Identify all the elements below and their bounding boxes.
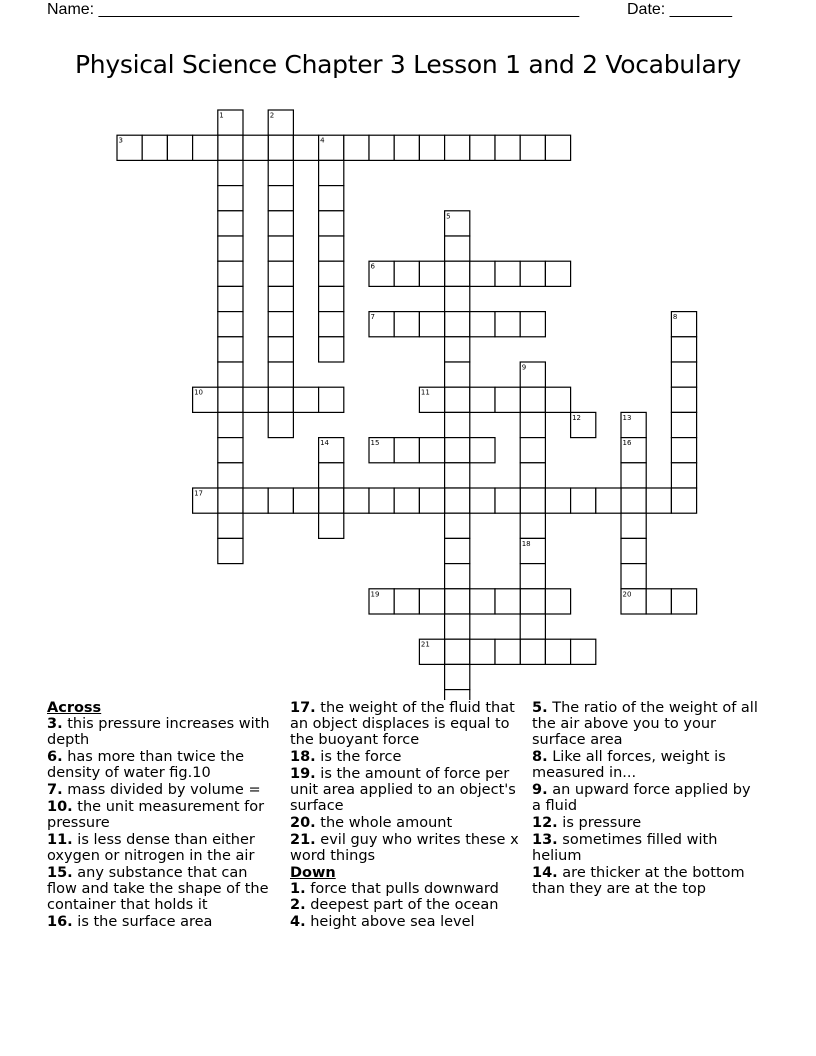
grid-cell[interactable]	[470, 312, 495, 337]
grid-cell[interactable]	[293, 488, 318, 513]
grid-cell[interactable]	[545, 589, 570, 614]
grid-cell[interactable]	[520, 135, 545, 160]
grid-cell[interactable]	[419, 261, 444, 286]
clue-text: an upward force applied by a fluid	[532, 782, 751, 815]
clue-across-17	[290, 700, 522, 749]
grid-cell-number: 21	[420, 640, 430, 649]
clue-across-19	[290, 766, 522, 815]
grid-cell[interactable]	[268, 236, 293, 261]
clue-number: 10.	[47, 798, 73, 815]
grid-cell[interactable]	[369, 488, 394, 513]
grid-cell[interactable]	[243, 488, 268, 513]
grid-cell[interactable]	[319, 488, 344, 513]
grid-cell[interactable]	[218, 236, 243, 261]
grid-cell[interactable]	[470, 135, 495, 160]
grid-cell[interactable]	[470, 488, 495, 513]
grid-cell[interactable]	[218, 488, 243, 513]
down-heading: Down	[290, 864, 336, 881]
clues-column-3	[532, 700, 764, 897]
clue-number: 9.	[532, 782, 548, 799]
clue-down-4	[290, 914, 522, 930]
clue-down-13	[532, 832, 764, 864]
grid-cell[interactable]	[520, 261, 545, 286]
grid-cell[interactable]	[218, 362, 243, 387]
grid-cell[interactable]	[319, 286, 344, 311]
grid-cell[interactable]	[470, 438, 495, 463]
grid-cell[interactable]	[646, 488, 671, 513]
grid-cell-number: 9	[521, 363, 527, 372]
grid-cell-number: 15	[370, 439, 380, 448]
grid-cell-number: 11	[420, 388, 430, 397]
clue-text: mass divided by volume =	[67, 782, 261, 799]
grid-cell[interactable]	[445, 463, 470, 488]
clue-number: 17.	[290, 700, 316, 716]
grid-cell-number: 17	[194, 489, 204, 498]
grid-cell-number: 16	[622, 439, 632, 448]
clue-number: 5.	[532, 700, 548, 716]
grid-cell[interactable]	[319, 186, 344, 211]
grid-cell[interactable]	[520, 614, 545, 639]
grid-cell[interactable]	[319, 261, 344, 286]
clue-text: height above sea level	[310, 914, 475, 931]
grid-cell[interactable]	[218, 337, 243, 362]
grid-cell[interactable]	[621, 564, 646, 589]
grid-cell[interactable]	[545, 261, 570, 286]
clue-text: sometimes filled with helium	[532, 831, 718, 864]
clue-number: 2.	[290, 897, 306, 914]
clue-text: is the surface area	[77, 913, 213, 930]
clue-text: force that pulls downward	[310, 880, 499, 897]
grid-cell[interactable]	[268, 337, 293, 362]
clue-down-1	[290, 881, 522, 897]
clues-column-1	[47, 700, 279, 930]
grid-cell[interactable]	[495, 135, 520, 160]
grid-cell[interactable]	[445, 690, 470, 700]
grid-cell[interactable]	[545, 488, 570, 513]
clue-number: 15.	[47, 864, 73, 881]
grid-cell[interactable]	[268, 286, 293, 311]
grid-cell-number: 20	[622, 590, 632, 599]
grid-cell[interactable]	[293, 387, 318, 412]
clue-text: the weight of the fluid that an object displaces is equal to the buoyant force	[290, 700, 515, 749]
date-field[interactable]: Date: _______	[627, 1, 732, 18]
grid-cell[interactable]	[445, 261, 470, 286]
clue-text: this pressure increases with depth	[47, 716, 270, 749]
clue-text: is less dense than either oxygen or nitrogen in the air	[47, 831, 255, 864]
grid-cell[interactable]	[218, 513, 243, 538]
grid-cell[interactable]	[268, 362, 293, 387]
grid-cell[interactable]	[445, 564, 470, 589]
grid-cell-number: 10	[194, 388, 204, 397]
grid-cell[interactable]	[520, 463, 545, 488]
grid-cell[interactable]	[268, 160, 293, 185]
grid-cell[interactable]	[419, 312, 444, 337]
grid-cell[interactable]	[445, 538, 470, 563]
grid-cell[interactable]	[671, 412, 696, 437]
grid-cell[interactable]	[445, 589, 470, 614]
grid-cell[interactable]	[470, 589, 495, 614]
grid-cell[interactable]	[520, 488, 545, 513]
clue-text: Like all forces, weight is measured in...	[532, 749, 726, 782]
grid-cell[interactable]	[470, 639, 495, 664]
clue-number: 11.	[47, 831, 73, 848]
grid-cell[interactable]	[268, 186, 293, 211]
clue-down-8	[532, 749, 764, 781]
clue-text: the unit measurement for pressure	[47, 798, 265, 831]
clue-across-18	[290, 749, 522, 765]
grid-cell[interactable]	[218, 387, 243, 412]
grid-cell-number: 19	[370, 590, 380, 599]
grid-cell[interactable]	[394, 261, 419, 286]
clue-number: 12.	[532, 814, 558, 831]
grid-cell[interactable]	[293, 135, 318, 160]
clue-number: 3.	[47, 716, 63, 733]
grid-cell-number: 7	[370, 313, 375, 322]
grid-cell[interactable]	[571, 639, 596, 664]
grid-cell[interactable]	[520, 387, 545, 412]
grid-cell[interactable]	[319, 211, 344, 236]
clue-across-20	[290, 815, 522, 831]
grid-cell[interactable]	[319, 236, 344, 261]
grid-cell[interactable]	[671, 438, 696, 463]
grid-cell[interactable]	[319, 160, 344, 185]
grid-cell[interactable]	[319, 513, 344, 538]
grid-cell[interactable]	[520, 412, 545, 437]
clue-number: 6.	[47, 749, 63, 766]
grid-cell[interactable]	[445, 664, 470, 689]
grid-cell[interactable]	[520, 438, 545, 463]
grid-cell[interactable]	[445, 412, 470, 437]
grid-cell[interactable]	[445, 513, 470, 538]
grid-cell[interactable]	[268, 387, 293, 412]
grid-cell[interactable]	[470, 261, 495, 286]
grid-cell[interactable]	[344, 488, 369, 513]
grid-cell[interactable]	[520, 312, 545, 337]
grid-cell[interactable]	[445, 286, 470, 311]
grid-cell[interactable]	[495, 639, 520, 664]
clue-text: the whole amount	[320, 814, 453, 831]
grid-cell[interactable]	[445, 312, 470, 337]
grid-cell[interactable]	[621, 488, 646, 513]
grid-cell[interactable]	[621, 463, 646, 488]
grid-cell[interactable]	[218, 261, 243, 286]
grid-cell[interactable]	[419, 589, 444, 614]
clue-number: 18.	[290, 749, 316, 766]
clue-down-2	[290, 897, 522, 913]
grid-cell-number: 4	[320, 136, 325, 145]
grid-cell[interactable]	[545, 135, 570, 160]
grid-cell-number: 3	[118, 136, 123, 145]
grid-cell[interactable]	[445, 135, 470, 160]
grid-cell[interactable]	[445, 387, 470, 412]
clue-text: deepest part of the ocean	[310, 897, 499, 914]
grid-cell[interactable]	[268, 312, 293, 337]
grid-cell[interactable]	[419, 438, 444, 463]
clue-across-6	[47, 749, 279, 781]
clue-number: 7.	[47, 782, 63, 799]
grid-cell[interactable]	[394, 488, 419, 513]
grid-cell[interactable]	[445, 362, 470, 387]
grid-cell[interactable]	[545, 639, 570, 664]
grid-cell-number: 12	[572, 413, 582, 422]
grid-cell[interactable]	[520, 639, 545, 664]
grid-cell[interactable]	[671, 589, 696, 614]
grid-cell[interactable]	[671, 488, 696, 513]
grid-cell[interactable]	[268, 488, 293, 513]
clue-across-16	[47, 914, 279, 930]
grid-cell-number: 13	[622, 413, 632, 422]
clue-number: 14.	[532, 864, 558, 881]
clue-text: is the force	[320, 749, 402, 766]
grid-cell[interactable]	[495, 261, 520, 286]
grid-cell[interactable]	[520, 513, 545, 538]
grid-cell[interactable]	[495, 312, 520, 337]
grid-cell-number: 8	[672, 313, 678, 322]
clue-number: 8.	[532, 749, 548, 766]
grid-cell[interactable]	[218, 312, 243, 337]
clue-number: 16.	[47, 913, 73, 930]
grid-cell[interactable]	[445, 488, 470, 513]
grid-cell[interactable]	[571, 488, 596, 513]
clue-across-21	[290, 832, 522, 864]
grid-cell[interactable]	[671, 387, 696, 412]
grid-cell[interactable]	[218, 412, 243, 437]
grid-cell[interactable]	[445, 614, 470, 639]
clue-text: is pressure	[562, 814, 642, 831]
clue-number: 13.	[532, 831, 558, 848]
clue-down-9	[532, 782, 764, 814]
clue-down-5	[532, 700, 764, 749]
clue-down-12	[532, 815, 764, 831]
grid-cell[interactable]	[671, 337, 696, 362]
grid-cell[interactable]	[268, 412, 293, 437]
grid-cell[interactable]	[621, 538, 646, 563]
clues-column-2	[290, 700, 522, 931]
grid-cell[interactable]	[369, 135, 394, 160]
grid-cell[interactable]	[319, 387, 344, 412]
grid-cell[interactable]	[319, 463, 344, 488]
grid-cell[interactable]	[394, 312, 419, 337]
across-heading: Across	[47, 700, 102, 716]
grid-cell-number: 5	[446, 212, 451, 221]
grid-cell[interactable]	[495, 589, 520, 614]
grid-cell[interactable]	[596, 488, 621, 513]
grid-cell[interactable]	[193, 135, 218, 160]
grid-cell[interactable]	[671, 362, 696, 387]
clue-down-14	[532, 865, 764, 897]
grid-cell[interactable]	[445, 438, 470, 463]
grid-cell[interactable]	[268, 211, 293, 236]
clue-across-7	[47, 782, 279, 798]
clue-across-11	[47, 832, 279, 864]
grid-cell[interactable]	[470, 387, 495, 412]
grid-cell[interactable]	[646, 589, 671, 614]
grid-cell-number: 6	[370, 262, 375, 271]
grid-cell[interactable]	[319, 337, 344, 362]
grid-cell[interactable]	[218, 286, 243, 311]
grid-cell[interactable]	[520, 564, 545, 589]
clue-text: any substance that can flow and take the shape of the container that holds it	[47, 864, 269, 913]
grid-cell[interactable]	[394, 135, 419, 160]
grid-cell[interactable]	[243, 387, 268, 412]
clue-number: 19.	[290, 765, 316, 782]
clue-across-10	[47, 799, 279, 831]
clue-text: has more than twice the density of water fig.10	[47, 749, 245, 782]
clue-number: 4.	[290, 914, 306, 931]
grid-cell-number: 2	[269, 111, 275, 120]
grid-cell[interactable]	[243, 135, 268, 160]
clue-across-15	[47, 865, 279, 914]
clue-number: 21.	[290, 831, 316, 848]
clue-text: evil guy who writes these x word things	[290, 831, 519, 864]
grid-cell[interactable]	[394, 438, 419, 463]
grid-cell-number: 18	[521, 539, 531, 548]
grid-cell[interactable]	[218, 463, 243, 488]
grid-cell[interactable]	[445, 337, 470, 362]
name-field[interactable]: Name: ______________________________________________________	[47, 1, 580, 18]
grid-cell[interactable]	[344, 135, 369, 160]
grid-cell[interactable]	[495, 387, 520, 412]
grid-cell[interactable]	[419, 488, 444, 513]
grid-cell-number: 14	[320, 439, 330, 448]
grid-cell[interactable]	[319, 312, 344, 337]
grid-cell-number: 1	[219, 111, 224, 120]
clue-text: The ratio of the weight of all the air above you to your surface area	[532, 700, 758, 749]
grid-cell[interactable]	[167, 135, 192, 160]
grid-cell[interactable]	[268, 261, 293, 286]
clue-number: 1.	[290, 880, 306, 897]
grid-cell[interactable]	[671, 463, 696, 488]
clue-text: is the amount of force per unit area applied to an object's surface	[290, 765, 516, 815]
grid-cell[interactable]	[142, 135, 167, 160]
grid-cell[interactable]	[495, 488, 520, 513]
grid-cell[interactable]	[218, 160, 243, 185]
grid-cell[interactable]	[520, 589, 545, 614]
grid-cell[interactable]	[394, 589, 419, 614]
clue-across-3	[47, 716, 279, 748]
clue-number: 20.	[290, 814, 316, 831]
grid-cell[interactable]	[445, 639, 470, 664]
grid-cell[interactable]	[445, 236, 470, 261]
grid-cell[interactable]	[621, 513, 646, 538]
grid-cell[interactable]	[545, 387, 570, 412]
grid-cell[interactable]	[268, 135, 293, 160]
clue-text: are thicker at the bottom than they are at the top	[532, 864, 745, 897]
page-title: Physical Science Chapter 3 Lesson 1 and 2 Vocabulary	[75, 50, 741, 79]
grid-cell[interactable]	[218, 186, 243, 211]
grid-cell[interactable]	[218, 438, 243, 463]
grid-cell[interactable]	[218, 538, 243, 563]
grid-cell[interactable]	[419, 135, 444, 160]
grid-cell[interactable]	[218, 135, 243, 160]
grid-cell[interactable]	[218, 211, 243, 236]
